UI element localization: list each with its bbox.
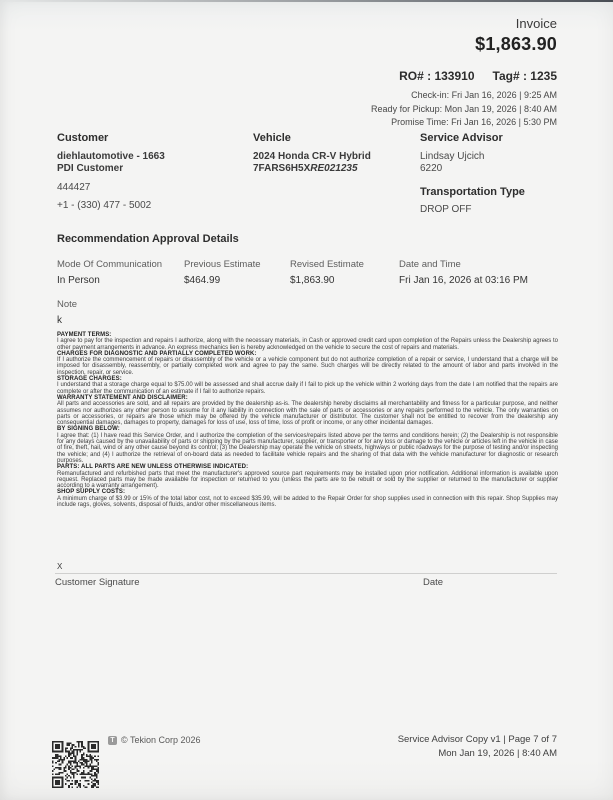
invoice-amount: $1,863.90 bbox=[475, 34, 557, 54]
terms-section-diagnostic-charges: CHARGES FOR DIAGNOSTIC AND PARTIALLY COMPLETED WORK: If I authorize the commencement of repairs or disassembly of the vehicle or a vehicle component but do not authorize completion of a repair or service, I understand that a charge will be imposed for disassembly, reassembly, or partially completed work and agree to pay the same. Such charges will be directly related to the amount of labor and parts involved in the inspection, repair, or service. bbox=[57, 350, 558, 376]
date-and-time-label: Date and Time bbox=[399, 259, 461, 270]
vehicle-vin: 7FARS6H5XRE021235 bbox=[253, 163, 358, 174]
promise-time: Promise Time: Fri Jan 16, 2026 | 5:30 PM bbox=[391, 117, 557, 127]
transportation-type-heading: Transportation Type bbox=[420, 185, 525, 198]
service-advisor-section bbox=[420, 132, 573, 217]
qr-code bbox=[52, 741, 99, 788]
note-value: k bbox=[57, 315, 62, 326]
tekion-logo-icon: T bbox=[108, 736, 117, 745]
terms-section-warranty-disclaimer: WARRANTY STATEMENT AND DISCLAIMER: All parts and accessories are sold, and all repairs are provided by the dealership as-is. The dealership hereby disclaims all merchantability and fitness for a particular purpose, and neither assumes nor authorizes any other person to assume for it any liability in connection with the sale of parts or accessories or any repairs performed to the vehicle. The only warranties on parts or accessories, or repairs are those which may be offered by the vehicle manufacturer or distributor. The customer shall not be entitled to recover from the dealership any consequential damages, damages to property, damages for loss of use, loss of time, loss of profit or income, or any other incidental damages. bbox=[57, 394, 558, 427]
copy-version-page: Service Advisor Copy v1 | Page 7 of 7 bbox=[397, 734, 557, 745]
previous-estimate-label: Previous Estimate bbox=[184, 259, 261, 270]
terms-section-storage-charges: STORAGE CHARGES: I understand that a storage charge equal to $75.00 will be assessed and shall accrue daily if I fail to pick up the vehicle within 2 working days from the date I am notified that the repairs are complete or after the communication of an estimate if I fail to authorize repairs. bbox=[57, 376, 558, 395]
terms-section-payment: PAYMENT TERMS: I agree to pay for the inspection and repairs I authorize, along with the necessary materials, in Cash or approved credit card upon completion of the Repairs unless the Dealership agrees to other payment arrangements in advance. An express mechanics lien is hereby acknowledged on the vehicle to secure the cost of repairs and materials. bbox=[57, 332, 558, 351]
signature-block bbox=[55, 562, 557, 588]
copyright-text: © Tekion Corp 2026 bbox=[121, 735, 201, 745]
footer-brand bbox=[108, 735, 201, 745]
service-advisor-name: Lindsay Ujcich bbox=[420, 150, 485, 162]
customer-id: 444427 bbox=[57, 181, 91, 193]
transportation-type-value: DROP OFF bbox=[420, 204, 472, 215]
signature-x-mark: X bbox=[57, 562, 63, 571]
revised-estimate-label: Revised Estimate bbox=[290, 259, 364, 270]
header-meta bbox=[371, 89, 557, 130]
customer-phone: +1 - (330) 477 - 5002 bbox=[57, 200, 152, 211]
terms-section-shop-supply-costs: SHOP SUPPLY COSTS: A minimum charge of $3.99 or 15% of the total labor cost, not to exceed $35.99, will be added to the Repair Order for shop supplies used in connection with this repair. Shop Supplies may include rags, gloves, solvents, disposal of fluids, and/or other miscellaneous items. bbox=[57, 489, 558, 509]
customer-name: diehlautomotive - 1663 bbox=[57, 150, 165, 162]
customer-heading: Customer bbox=[57, 132, 109, 144]
mode-of-communication-value: In Person bbox=[57, 275, 100, 286]
vehicle-model: 2024 Honda CR-V Hybrid bbox=[253, 150, 371, 162]
vehicle-heading: Vehicle bbox=[253, 132, 291, 144]
mode-of-communication-label: Mode Of Communication bbox=[57, 259, 163, 270]
date-and-time-value: Fri Jan 16, 2026 at 03:16 PM bbox=[399, 275, 528, 286]
terms-section-parts-new: PARTS: ALL PARTS ARE NEW UNLESS OTHERWISE INDICATED: Remanufactured and refurbished parts that meet the manufacturer's approved source part requirements may be installed upon prior notification. Additional information is available upon request. Replaced parts may be made available for inspection or returned to you (unless the parts are to be rebuilt or sold by the supplier or returned to the manufacturer or supplier according to a warranty arrangement). bbox=[57, 464, 558, 490]
service-advisor-heading: Service Advisor bbox=[420, 132, 503, 144]
info-columns bbox=[57, 132, 573, 217]
terms-and-conditions bbox=[57, 332, 558, 508]
scan-top-edge-artifact bbox=[0, 0, 613, 2]
customer-signature-label: Customer Signature bbox=[55, 577, 140, 588]
ro-number: RO# : 133910 bbox=[399, 69, 475, 83]
recommendation-grid bbox=[57, 259, 558, 286]
customer-section bbox=[57, 132, 253, 217]
revised-estimate-value: $1,863.90 bbox=[290, 275, 335, 286]
tag-number: Tag# : 1235 bbox=[492, 69, 557, 83]
terms-section-by-signing-below: BY SIGNING BELOW: I agree that: (1) I have read this Service Order, and I authorize the completion of the services/repairs listed above per the terms and conditions herein; (2) the Dealership is not responsible for any delays caused by the unavailability of parts or shipping by the parts manufacturer, supplier, or transporter or for any loss or damage to the vehicle or articles left in the vehicle in case of fire, theft, hail, wind or any other cause beyond its control; (3) the Dealership may operate the vehicle on streets, highways or public roadways for the purpose of testing and/or inspecting the vehicle; and (4) I authorize the retrieval of on-board data as needed to facilitate vehicle repairs and the sharing of that data with the vehicle manufacturer for diagnostic or research purposes. bbox=[57, 426, 558, 464]
previous-estimate-value: $464.99 bbox=[184, 275, 221, 286]
customer-type: PDI Customer bbox=[57, 163, 124, 174]
vehicle-section bbox=[253, 132, 420, 217]
footer-datetime: Mon Jan 19, 2026 | 8:40 AM bbox=[438, 748, 557, 759]
ready-for-pickup-time: Ready for Pickup: Mon Jan 19, 2026 | 8:40 AM bbox=[371, 103, 557, 114]
invoice-label: Invoice bbox=[515, 16, 557, 31]
service-advisor-id: 6220 bbox=[420, 163, 443, 174]
recommendation-title: Recommendation Approval Details bbox=[57, 233, 239, 245]
footer-page-info bbox=[398, 733, 557, 761]
invoice-header bbox=[371, 16, 557, 130]
check-in-time: Check-in: Fri Jan 16, 2026 | 9:25 AM bbox=[411, 90, 557, 100]
ro-tag-line bbox=[371, 69, 557, 83]
date-label: Date bbox=[423, 577, 444, 588]
signature-line bbox=[55, 573, 557, 574]
note-label: Note bbox=[57, 299, 78, 310]
recommendation-approval-section bbox=[57, 233, 558, 326]
